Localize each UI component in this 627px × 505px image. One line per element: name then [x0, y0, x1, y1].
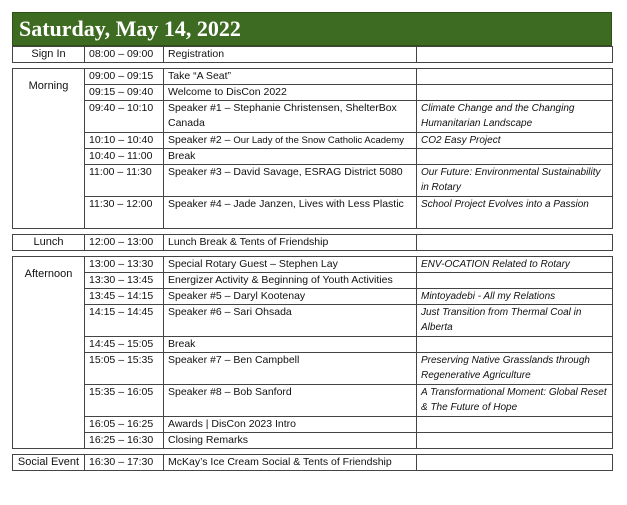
note-cell	[417, 69, 613, 85]
time-cell: 11:00 – 11:30	[85, 165, 164, 197]
time-cell: 15:05 – 15:35	[85, 353, 164, 385]
time-cell: 09:15 – 09:40	[85, 85, 164, 101]
time-cell: 10:40 – 11:00	[85, 149, 164, 165]
note-cell: Climate Change and the Changing Humanitarian Landscape	[417, 101, 613, 133]
time-cell: 08:00 – 09:00	[85, 47, 164, 63]
note-cell: A Transformational Moment: Global Reset & The Future of Hope	[417, 385, 613, 417]
note-cell: CO2 Easy Project	[417, 133, 613, 149]
table-row	[13, 273, 613, 289]
schedule-sheet	[12, 12, 612, 471]
section-label-sign-in: Sign In	[13, 47, 85, 63]
event-cell: Take “A Seat”	[164, 69, 417, 85]
page-title: Saturday, May 14, 2022	[12, 12, 612, 46]
event-cell: Special Rotary Guest – Stephen Lay	[164, 257, 417, 273]
note-cell	[417, 273, 613, 289]
table-row	[13, 149, 613, 165]
note-cell	[417, 85, 613, 101]
event-cell: Speaker #7 – Ben Campbell	[164, 353, 417, 385]
time-cell: 09:40 – 10:10	[85, 101, 164, 133]
note-cell	[417, 235, 613, 251]
event-cell: Awards | DisCon 2023 Intro	[164, 417, 417, 433]
note-cell	[417, 433, 613, 449]
time-cell: 12:00 – 13:00	[85, 235, 164, 251]
event-cell: Break	[164, 149, 417, 165]
note-cell	[417, 417, 613, 433]
note-cell: Preserving Native Grasslands through Regenerative Agriculture	[417, 353, 613, 385]
time-cell: 10:10 – 10:40	[85, 133, 164, 149]
event-cell	[164, 133, 417, 149]
schedule-table	[12, 46, 613, 471]
event-cell: Welcome to DisCon 2022	[164, 85, 417, 101]
note-cell	[417, 337, 613, 353]
note-cell: ENV-OCATION Related to Rotary	[417, 257, 613, 273]
time-cell: 13:30 – 13:45	[85, 273, 164, 289]
section-label-social-event: Social Event	[13, 455, 85, 471]
time-cell: 16:05 – 16:25	[85, 417, 164, 433]
time-cell: 13:00 – 13:30	[85, 257, 164, 273]
event-cell: Speaker #3 – David Savage, ESRAG District 5080	[164, 165, 417, 197]
table-row	[13, 417, 613, 433]
event-cell: Speaker #6 – Sari Ohsada	[164, 305, 417, 337]
event-cell: Speaker #1 – Stephanie Christensen, ShelterBox Canada	[164, 101, 417, 133]
note-cell: Our Future: Environmental Sustainability in Rotary	[417, 165, 613, 197]
event-cell: Closing Remarks	[164, 433, 417, 449]
time-cell: 13:45 – 14:15	[85, 289, 164, 305]
table-row	[13, 337, 613, 353]
note-cell	[417, 47, 613, 63]
table-row	[13, 235, 613, 251]
table-row	[13, 165, 613, 197]
time-cell: 16:25 – 16:30	[85, 433, 164, 449]
table-row	[13, 289, 613, 305]
table-row	[13, 433, 613, 449]
time-cell: 16:30 – 17:30	[85, 455, 164, 471]
section-label-afternoon: Afternoon	[13, 257, 85, 449]
event-cell: Energizer Activity & Beginning of Youth Activities	[164, 273, 417, 289]
table-row	[13, 305, 613, 337]
event-cell: Lunch Break & Tents of Friendship	[164, 235, 417, 251]
table-row	[13, 257, 613, 273]
table-row	[13, 85, 613, 101]
event-speaker: Speaker #2 –	[168, 134, 234, 146]
table-row	[13, 353, 613, 385]
table-row	[13, 69, 613, 85]
time-cell: 11:30 – 12:00	[85, 197, 164, 229]
time-cell: 09:00 – 09:15	[85, 69, 164, 85]
section-label-morning: Morning	[13, 69, 85, 229]
table-row	[13, 101, 613, 133]
event-cell: Speaker #8 – Bob Sanford	[164, 385, 417, 417]
note-cell	[417, 455, 613, 471]
event-cell: Registration	[164, 47, 417, 63]
event-cell: McKay’s Ice Cream Social & Tents of Friendship	[164, 455, 417, 471]
note-cell: Mintoyadebi - All my Relations	[417, 289, 613, 305]
note-cell	[417, 149, 613, 165]
note-cell: School Project Evolves into a Passion	[417, 197, 613, 229]
table-row	[13, 197, 613, 229]
table-row	[13, 385, 613, 417]
section-label-lunch: Lunch	[13, 235, 85, 251]
note-cell: Just Transition from Thermal Coal in Alberta	[417, 305, 613, 337]
event-speaker-org: Our Lady of the Snow Catholic Academy	[233, 135, 404, 146]
time-cell: 14:15 – 14:45	[85, 305, 164, 337]
table-row	[13, 455, 613, 471]
event-cell: Speaker #5 – Daryl Kootenay	[164, 289, 417, 305]
time-cell: 15:35 – 16:05	[85, 385, 164, 417]
event-cell: Break	[164, 337, 417, 353]
table-row	[13, 133, 613, 149]
event-cell: Speaker #4 – Jade Janzen, Lives with Less Plastic	[164, 197, 417, 229]
time-cell: 14:45 – 15:05	[85, 337, 164, 353]
table-row	[13, 47, 613, 63]
